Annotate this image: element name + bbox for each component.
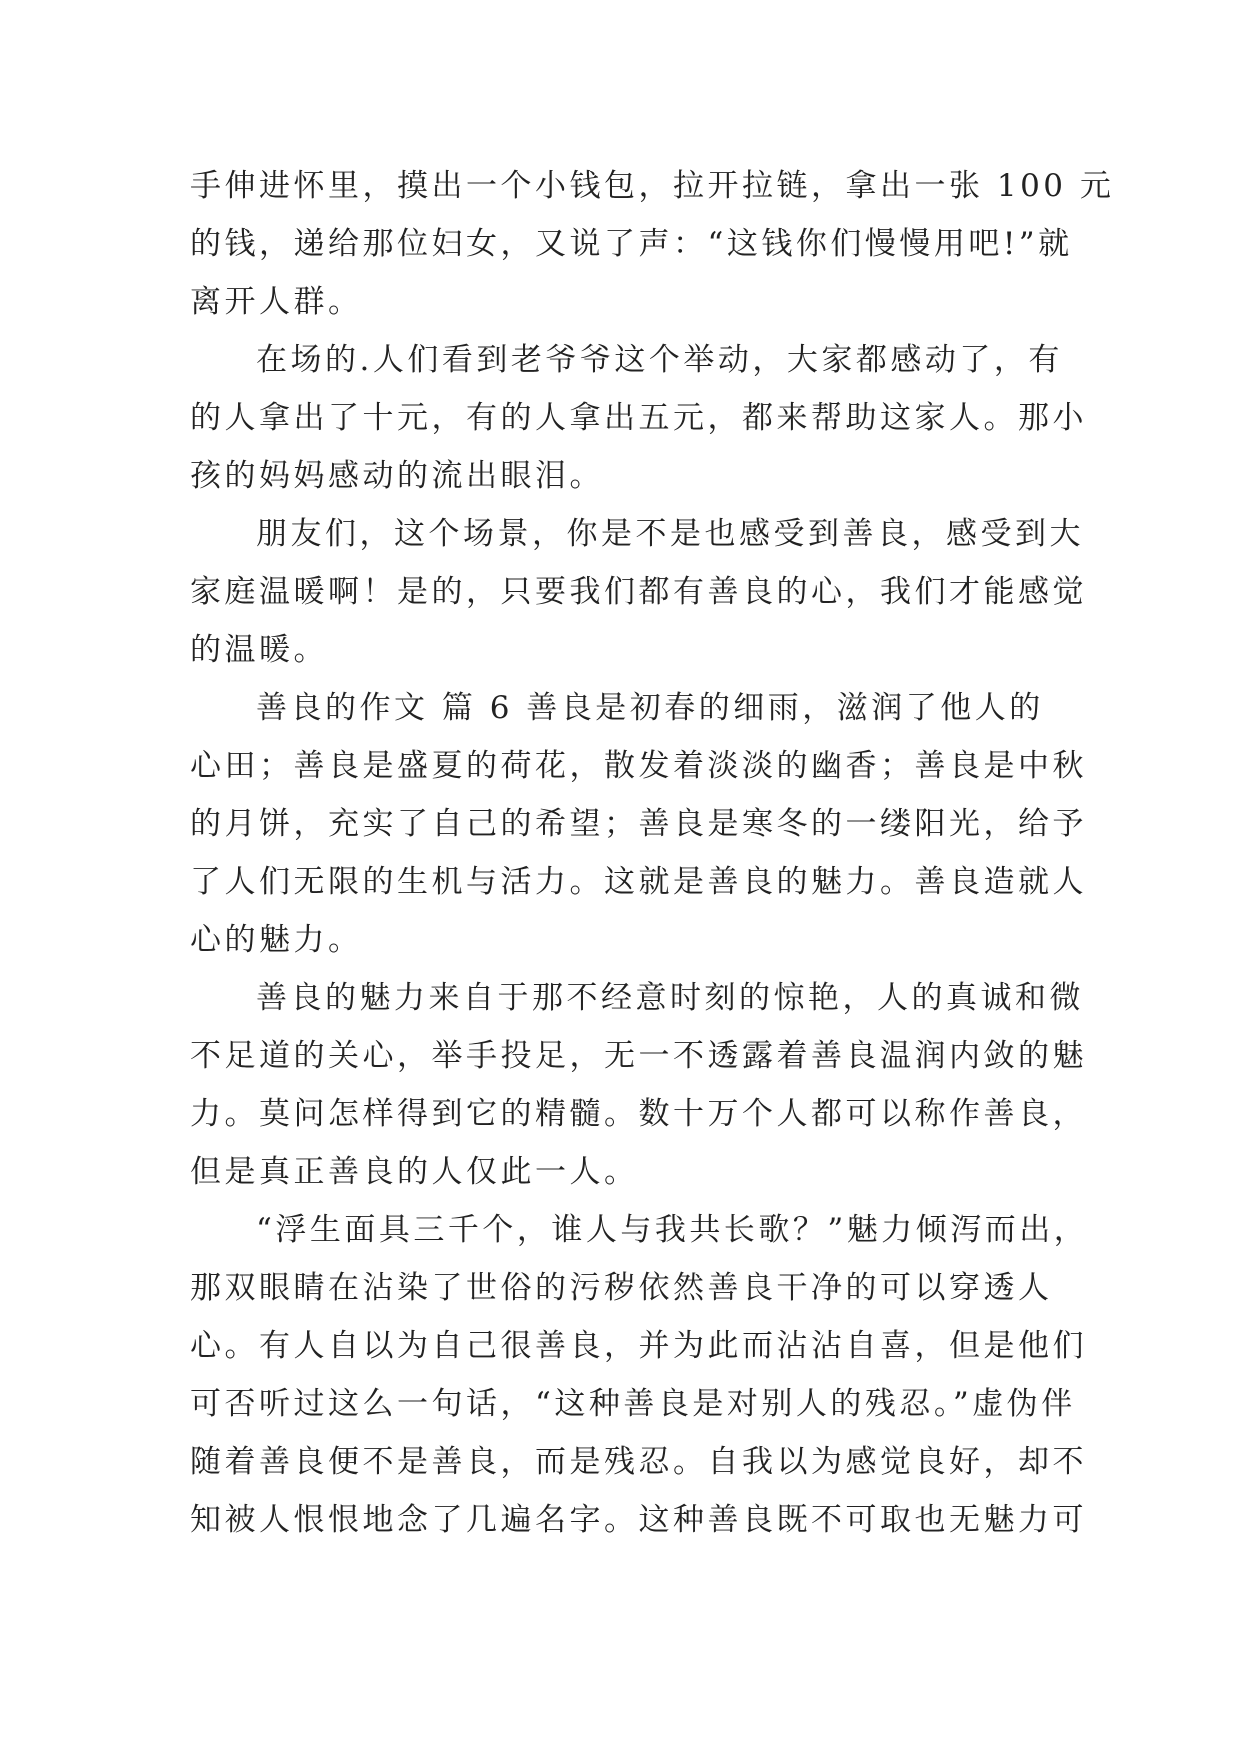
text-line: 孩的妈妈感动的流出眼泪。 xyxy=(190,458,604,494)
text-line: 心田；善良是盛夏的荷花，散发着淡淡的幽香；善良是中秋 xyxy=(190,748,1087,784)
body-text xyxy=(190,157,1115,1549)
text-line: 可否听过这么一句话，“这种善良是对别人的残忍。”虚伪伴 xyxy=(190,1386,1076,1422)
text-line: 朋友们，这个场景，你是不是也感受到善良，感受到大 xyxy=(256,516,1084,552)
text-line: 不足道的关心，举手投足，无一不透露着善良温润内敛的魅 xyxy=(190,1038,1087,1074)
text-line: 的温暖。 xyxy=(190,632,328,668)
text-line: 手伸进怀里，摸出一个小钱包，拉开拉链，拿出一张 100 元 xyxy=(190,168,1115,204)
text-line: 力。莫问怎样得到它的精髓。数十万个人都可以称作善良， xyxy=(190,1096,1087,1132)
text-line: 但是真正善良的人仅此一人。 xyxy=(190,1154,639,1190)
text-line: 离开人群。 xyxy=(190,284,363,320)
text-line: 了人们无限的生机与活力。这就是善良的魅力。善良造就人 xyxy=(190,864,1087,900)
text-line: 的月饼，充实了自己的希望；善良是寒冬的一缕阳光，给予 xyxy=(190,806,1087,842)
text-line: 的人拿出了十元，有的人拿出五元，都来帮助这家人。那小 xyxy=(190,400,1087,436)
text-line: 家庭温暖啊！是的，只要我们都有善良的心，我们才能感觉 xyxy=(190,574,1087,610)
text-line: 善良的魅力来自于那不经意时刻的惊艳，人的真诚和微 xyxy=(256,980,1084,1016)
text-line: 的钱，递给那位妇女，又说了声：“这钱你们慢慢用吧!”就 xyxy=(190,226,1073,262)
text-line: 善良的作文 篇 6 善良是初春的细雨，滋润了他人的 xyxy=(256,690,1044,726)
text-line: 知被人恨恨地念了几遍名字。这种善良既不可取也无魅力可 xyxy=(190,1502,1087,1538)
text-line: 在场的.人们看到老爷爷这个举动，大家都感动了，有 xyxy=(256,342,1063,378)
text-line: 那双眼睛在沾染了世俗的污秽依然善良干净的可以穿透人 xyxy=(190,1270,1053,1306)
text-line: 心的魅力。 xyxy=(190,922,363,958)
text-line: 心。有人自以为自己很善良，并为此而沾沾自喜，但是他们 xyxy=(190,1328,1087,1364)
text-line: “浮生面具三千个，谁人与我共长歌？”魅力倾泻而出， xyxy=(256,1212,1089,1248)
text-line: 随着善良便不是善良，而是残忍。自我以为感觉良好，却不 xyxy=(190,1444,1087,1480)
